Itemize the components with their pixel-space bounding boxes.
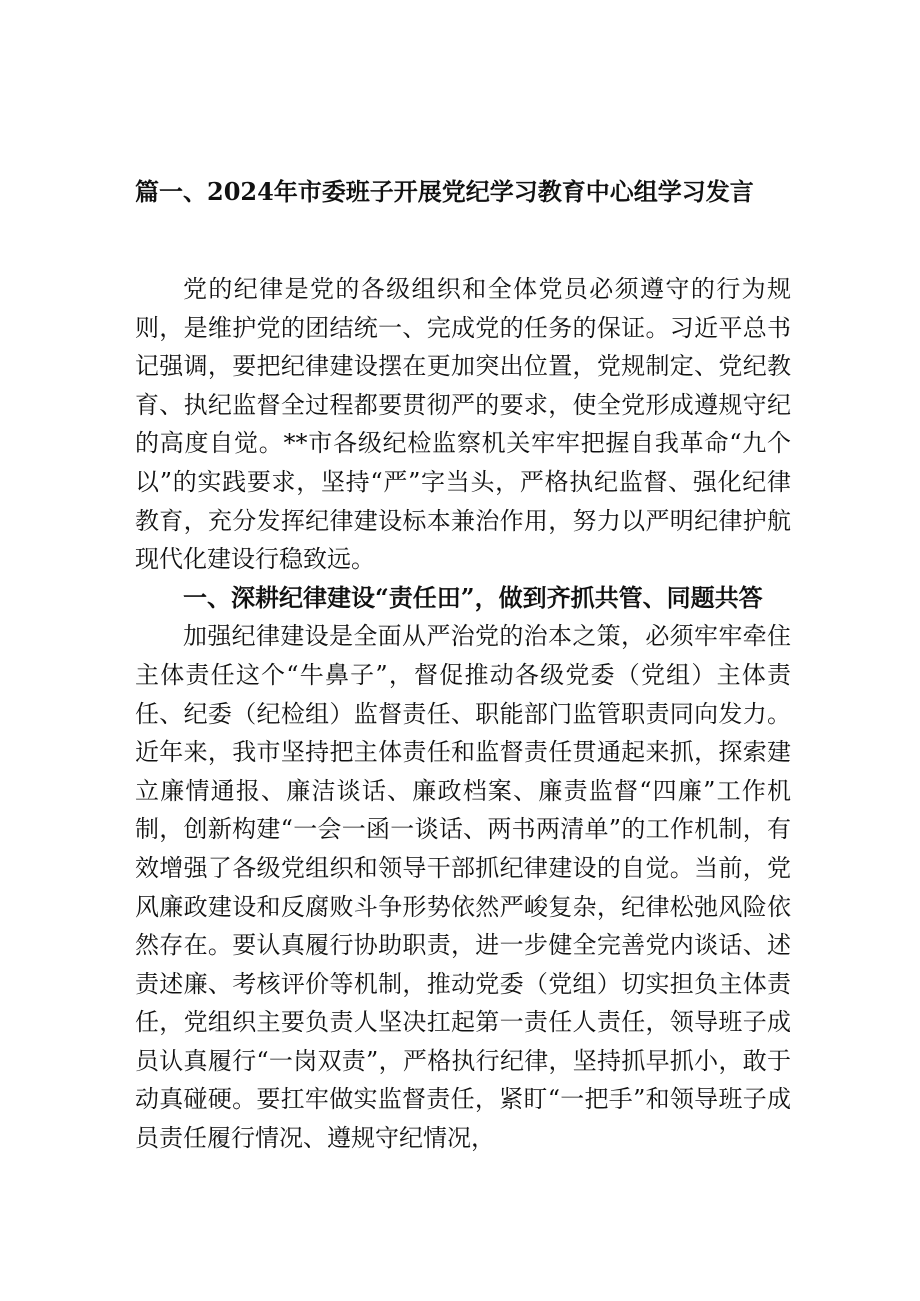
- paragraph-section-1: 加强纪律建设是全面从严治党的治本之策，必须牢牢牵住主体责任这个“牛鼻子”，督促推动各级党委（党组）主体责任、纪委（纪检组）监督责任、职能部门监管职责同向发力。近年来，我市坚持把主体责任和监督责任贯通起来抓，探索建立廉情通报、廉洁谈话、廉政档案、廉责监督“四廉”工作机制，创新构建“一会一函一谈话、两书两清单”的工作机制，有效增强了各级党组织和领导干部抓纪律建设的自觉。当前，党风廉政建设和反腐败斗争形势依然严峻复杂，纪律松弛风险依然存在。要认真履行协助职责，进一步健全完善党内谈话、述责述廉、考核评价等机制，推动党委（党组）切实担负主体责任，党组织主要负责人坚决扛起第一责任人责任，领导班子成员认真履行“一岗双责”，严格执行纪律，坚持抓早抓小，敢于动真碰硬。要扛牢做实监督责任，紧盯“一把手”和领导班子成员责任履行情况、遵规守纪情况，: [135, 622, 791, 1153]
- document-body: [135, 270, 791, 1158]
- document-title: 篇一、2024年市委班子开展党纪学习教育中心组学习发言: [135, 177, 754, 206]
- section-heading-1: 一、深耕纪律建设“责任田”，做到齐抓共管、同题共答: [183, 582, 763, 612]
- paragraph-intro: 党的纪律是党的各级组织和全体党员必须遵守的行为规则，是维护党的团结统一、完成党的任务的保证。习近平总书记强调，要把纪律建设摆在更加突出位置，党规制定、党纪教育、执纪监督全过程都要贯彻严的要求，使全党形成遵规守纪的高度自觉。**市各级纪检监察机关牢牢把握自我革命“九个以”的实践要求，坚持“严”字当头，严格执纪监督、强化纪律教育，充分发挥纪律建设标本兼治作用，努力以严明纪律护航现代化建设行稳致远。: [135, 275, 791, 574]
